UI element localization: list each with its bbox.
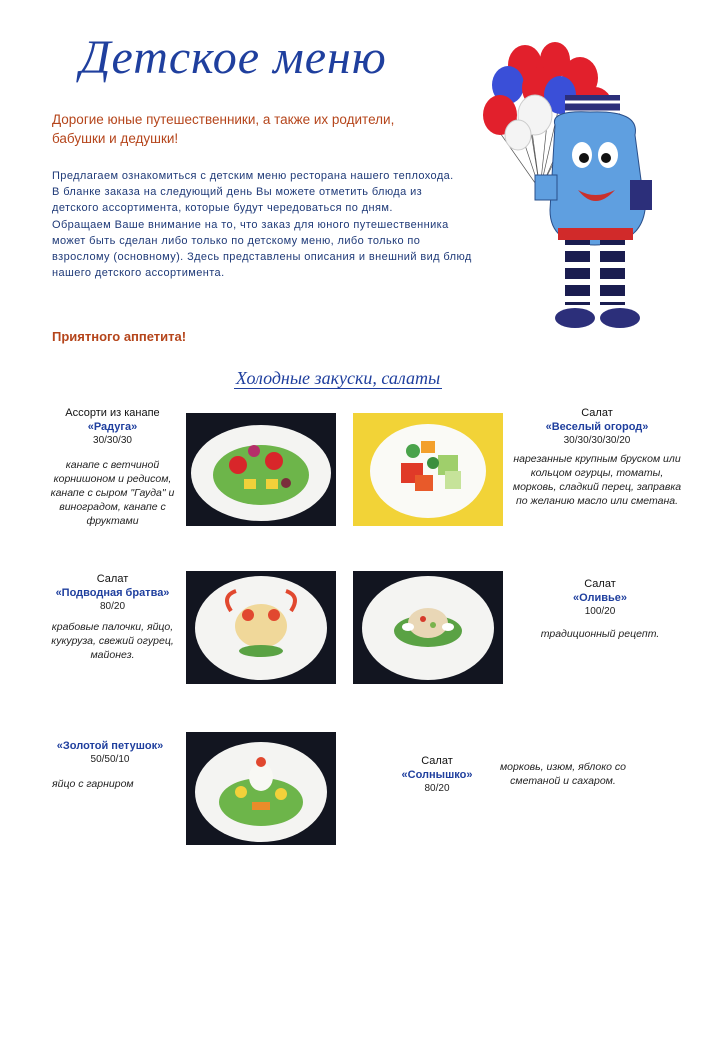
dish-description: канапе с ветчиной корнишоном и редисом, канапе с сыром "Гауда" и виноградом, канапе с фруктами	[50, 459, 175, 527]
dish-zolotoi-petushok	[40, 739, 180, 791]
dish-kind: Салат	[421, 755, 453, 767]
dish-kind: Салат	[96, 573, 129, 585]
dish-name: «Золотой петушок»	[56, 740, 164, 752]
dish-photo-veselyi-ogorod	[353, 413, 503, 526]
dish-raduga	[45, 406, 180, 528]
mascot-with-balloons-image	[470, 40, 685, 335]
intro-paragraph: В бланке заказа на следующий день Вы можете отметить блюда из детского ассортимента, которые будут чередоваться по дням.	[52, 186, 423, 215]
dish-description: крабовые палочки, яйцо, кукуруза, свежий огурец, майонез.	[51, 621, 174, 661]
dish-description: нарезанные крупным бруском или кольцом огурцы, томаты, морковь, сладкий перец, заправка по желанию масло или сметана.	[512, 453, 682, 507]
dish-photo-podvodnaya-bratva	[186, 571, 336, 684]
dish-photo-zolotoi-petushok	[186, 732, 336, 845]
appetite-text: Приятного аппетита!	[52, 329, 187, 344]
dish-kind: Салат	[584, 578, 616, 590]
dish-weight: 80/20	[99, 601, 126, 612]
dish-weight: 30/30/30	[93, 435, 132, 446]
section-title-label: Холодные закуски, салаты	[235, 368, 441, 388]
dish-solnyshko-description-block	[488, 752, 638, 788]
dish-solnyshko	[392, 754, 482, 796]
dish-name: «Солнышко»	[401, 769, 473, 781]
dish-kind: Ассорти из канапе	[65, 407, 160, 419]
intro-paragraph: Обращаем Ваше внимание на то, что заказ для юного путешественника может быть сделан либо только по детскому меню, либо только по взрослому (основному). Здесь представлены описания и внешний вид блюд нашего детского ассортимента.	[52, 218, 472, 280]
dish-photo-olivie	[353, 571, 503, 684]
dish-weight: 80/20	[424, 783, 450, 794]
intro-text	[52, 168, 472, 281]
section-title	[0, 368, 676, 389]
dish-name: «Веселый огород»	[545, 421, 649, 433]
dish-weight: 50/50/10	[90, 754, 130, 765]
dish-podvodnaya-bratva	[40, 572, 185, 662]
dish-veselyi-ogorod	[512, 406, 682, 508]
dish-description: яйцо с гарниром	[52, 778, 134, 790]
dish-weight: 30/30/30/30/20	[563, 435, 631, 446]
page-title: Детское меню	[80, 31, 387, 84]
dish-name: «Оливье»	[572, 592, 628, 604]
dish-description: традиционный рецепт.	[540, 628, 660, 640]
dish-photo-raduga	[186, 413, 336, 526]
dish-weight: 100/20	[584, 606, 616, 617]
dish-name: «Подводная братва»	[55, 587, 170, 599]
dish-olivie	[525, 577, 675, 641]
intro-paragraph: Предлагаем ознакомиться с детским меню ресторана нашего теплохода.	[52, 170, 454, 182]
greeting-text: Дорогие юные путешественники, а также их родители, бабушки и дедушки!	[52, 112, 395, 146]
dish-name: «Радуга»	[87, 421, 138, 433]
dish-description: морковь, изюм, яблоко со сметаной и сахаром.	[499, 761, 626, 787]
dish-kind: Салат	[581, 407, 613, 419]
